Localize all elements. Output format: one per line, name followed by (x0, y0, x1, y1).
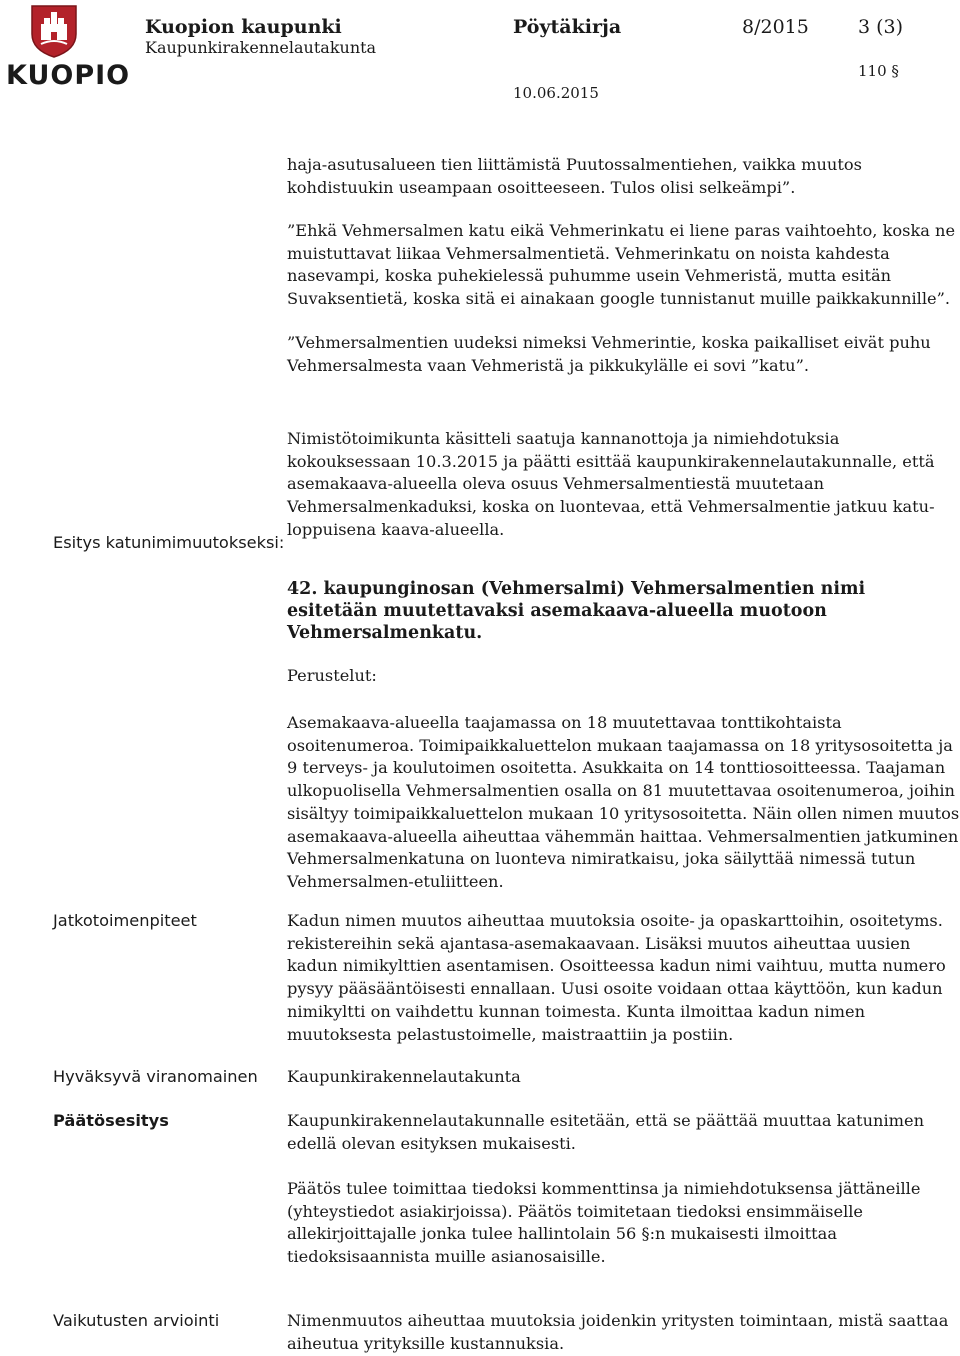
notice-text: Päätös tulee toimittaa tiedoksi kommenttinsa ja nimiehdotuksensa jättäneille (yhteystiedot asiakirjoissa). Päätös toimitetaan tiedoksi ensimmäiselle allekirjoittajalle jonka tulee hallintolain 56 §:n mukaisesti ilmoittaa tiedoksisaannista muille asianosaisille. (287, 1179, 921, 1267)
followup-label: Jatkotoimenpiteet (53, 911, 197, 930)
organization-name: Kuopion kaupunki (145, 16, 342, 38)
document-type: Pöytäkirja (513, 16, 622, 38)
approver-label: Hyväksyvä viranomainen (53, 1067, 258, 1086)
grounds-label: Perustelut: (287, 666, 377, 685)
proposal-label: Esitys katunimimuutokseksi: (53, 533, 285, 552)
impact-text: Nimenmuutos aiheuttaa muutoksia joidenkin yritysten toimintaan, mistä saattaa aiheutua yrityksille kustannuksia. (287, 1311, 949, 1353)
decision-text: Kaupunkirakennelautakunnalle esitetään, että se päättää muuttaa katunimen edellä olevan esityksen mukaisesti. (287, 1111, 925, 1153)
page-number: 3 (3) (858, 16, 904, 38)
proposal-heading: 42. kaupunginosan (Vehmersalmi) Vehmersalmentien nimi esitetään muutettavaksi asemakaava-alueella muotoon Vehmersalmenkatu. (287, 579, 866, 643)
paragraph-1: haja-asutusalueen tien liittämistä Puutossalmentiehen, vaikka muutos kohdistuukin useampaan osoitteeseen. Tulos olisi selkeämpi”. (287, 155, 862, 197)
paragraph-3: ”Vehmersalmentien uudeksi nimeksi Vehmerintie, koska paikalliset eivät puhu Vehmersalmesta vaan Vehmeristä ja pikkukylälle ei sovi ”katu”. (287, 333, 931, 375)
coat-of-arms-icon (28, 4, 80, 58)
meeting-date: 10.06.2015 (513, 84, 599, 102)
followup-text: Kadun nimen muutos aiheuttaa muutoksia osoite- ja opaskarttoihin, osoitetyms. rekistereihin sekä ajantasa-asemakaavaan. Lisäksi muutos aiheuttaa uusien kadun nimikylttien asentamisen. Osoitteessa kadun nimi vaihtuu, mutta numero pysyy pääsääntöisesti ennallaan. Uusi osoite voidaan ottaa käyttöön, kun kadun nimikyltti on vaihdettu kunnan toimesta. Kunta ilmoittaa kadun nimen muutoksesta pelastustoimelle, maistraattiin ja postiin. (287, 911, 946, 1044)
paragraph-4: Nimistötoimikunta käsitteli saatuja kannanottoja ja nimiehdotuksia kokouksessaan 10.3.2015 ja päätti esittää kaupunkirakennelautakunnalle, että asemakaava-alueella oleva osuus Vehmersalmentiestä muutetaan Vehmersalmenkaduksi, koska on luontevaa, että Vehmersalmentie jatkuu katu- loppuisena kaava-alueella. (287, 429, 935, 539)
impact-label: Vaikutusten arviointi (53, 1311, 220, 1330)
kuopio-logo (6, 4, 131, 91)
document-number: 8/2015 (742, 16, 809, 38)
approver-value: Kaupunkirakennelautakunta (287, 1067, 521, 1086)
section-number: 110 § (858, 62, 899, 80)
logo-text: KUOPIO (6, 60, 131, 91)
committee-name: Kaupunkirakennelautakunta (145, 38, 377, 57)
grounds-text: Asemakaava-alueella taajamassa on 18 muutettavaa tonttikohtaista osoitenumeroa. Toimipaikkaluettelon mukaan taajamassa on 18 yritysosoitetta ja 9 terveys- ja koulutoimen osoitetta. Asukkaita on 14 tonttiosoitteessa. Taajaman ulkopuolisella Vehmersalmentien osalla on 81 muutettavaa osoitenumeroa, joihin sisältyy toimipaikkaluettelon mukaan 10 yritysosoitetta. Näin ollen nimen muutos asemakaava-alueella aiheuttaa vähemmän haittaa. Vehmersalmentien jatkuminen Vehmersalmenkatuna on luonteva nimiratkaisu, joka säilyttää nimessä tutun Vehmersalmen-etuliitteen. (287, 713, 960, 891)
decision-label: Päätösesitys (53, 1111, 169, 1130)
paragraph-2: ”Ehkä Vehmersalmen katu eikä Vehmerinkatu ei liene paras vaihtoehto, koska ne muistuttavat liikaa Vehmersalmentietä. Vehmerinkatu on noista kahdesta nasevampi, koska puhekielessä puhumme usein Vehmeristä, mutta esitän Suvaksentietä, koska sitä ei ainakaan google tunnistanut muille paikkakunnille”. (287, 221, 956, 309)
